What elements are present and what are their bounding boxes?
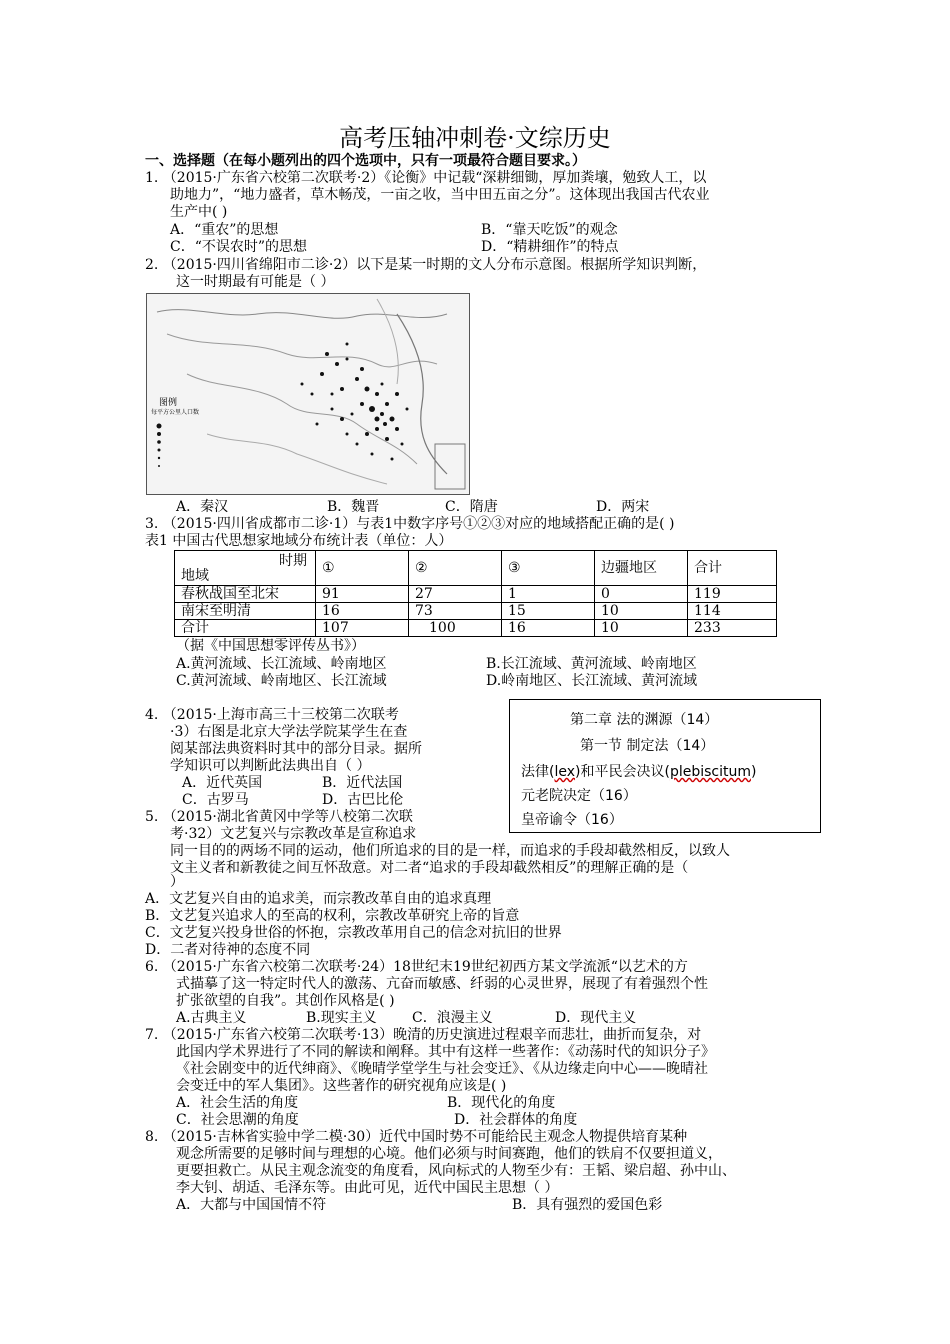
toc-term-plebiscitum: plebiscitum bbox=[669, 764, 751, 780]
q4-line: 学知识可以判断此法典出自（ ） bbox=[170, 758, 371, 774]
q2-line: 这一时期最有可能是（ ） bbox=[176, 274, 335, 290]
toc-text: ) bbox=[751, 764, 757, 780]
table-cell: 合计 bbox=[175, 620, 316, 637]
q8-line: 8. （2015·吉林省实验中学二模·30）近代中国时势不可能给民主观念人物提供培育某种 bbox=[145, 1129, 688, 1145]
q8-line: 更要担救亡。从民主观念流变的角度看，风向标式的人物至少有：王韬、梁启超、孙中山、 bbox=[176, 1163, 736, 1179]
q6-line: 扩张欲望的自我”。其创作风格是( ) bbox=[176, 993, 395, 1009]
q2-line: 2. （2015·四川省绵阳市二诊·2）以下是某一时期的文人分布示意图。根据所学知识判断， bbox=[145, 257, 707, 273]
toc-section: 第一节 制定法（14） bbox=[580, 738, 715, 754]
table-cell: 119 bbox=[688, 586, 777, 603]
q5-line: 5. （2015·湖北省黄冈中学等八校第二次联 bbox=[145, 809, 413, 825]
table-cell: 1 bbox=[502, 586, 595, 603]
table-row bbox=[175, 620, 777, 637]
q1-option-b: B．“靠天吃饭”的观念 bbox=[481, 222, 618, 238]
toc-item-senate: 元老院决定（16） bbox=[521, 788, 637, 804]
q5-line: 文主义者和新教徒之间互怀敌意。对二者“追求的手段却截然相反”的理解正确的是（ bbox=[170, 860, 689, 876]
literati-distribution-map bbox=[146, 293, 470, 495]
q3-option-c: C.黄河流域、岭南地区、长江流域 bbox=[176, 673, 387, 689]
table-corner-cell bbox=[175, 551, 316, 586]
q4-line: 阅某部法典资料时其中的部分目录。据所 bbox=[170, 741, 422, 757]
table-cell: 16 bbox=[502, 620, 595, 637]
table-cell: 春秋战国至北宋 bbox=[175, 586, 316, 603]
q5-line: 同一目的的两场不同的运动，他们所追求的目的是一样，而追求的手段却截然相反，以致人 bbox=[170, 843, 730, 859]
q4-option-b: B．近代法国 bbox=[322, 775, 403, 791]
table-header-cell: ③ bbox=[502, 551, 595, 586]
table-caption: 表1 中国古代思想家地域分布统计表（单位：人） bbox=[145, 533, 453, 549]
q5-option-a: A．文艺复兴自由的追求美，而宗教改革自由的追求真理 bbox=[145, 891, 492, 907]
table-cell: 0 bbox=[595, 586, 688, 603]
table-source: （据《中国思想零评传丛书》） bbox=[176, 638, 365, 654]
q7-line: 会变迁中的军人集团》。这些著作的研究视角应该是( ) bbox=[176, 1078, 507, 1094]
q8-line: 观念所需要的足够时间与理想的心境。他们必须与时间赛跑，他们的铁肩不仅要担道义， bbox=[176, 1146, 722, 1162]
table-row bbox=[175, 603, 777, 620]
map-graphic bbox=[147, 294, 469, 494]
q3-option-b: B.长江流域、黄河流域、岭南地区 bbox=[486, 656, 697, 672]
q4-line: 4. （2015·上海市高三十三校第二次联考 bbox=[145, 707, 399, 723]
law-code-toc-box bbox=[509, 699, 821, 833]
q4-option-c: C．古罗马 bbox=[182, 792, 249, 808]
toc-term-lex: lex bbox=[554, 764, 576, 780]
table-cell: 10 bbox=[595, 603, 688, 620]
q2-option-a: A．秦汉 bbox=[176, 499, 229, 515]
header-region: 地域 bbox=[181, 568, 209, 584]
table-cell: 114 bbox=[688, 603, 777, 620]
q5-line: 考·32）文艺复兴与宗教改革是宣称追求 bbox=[170, 826, 417, 842]
table-cell: 233 bbox=[688, 620, 777, 637]
table-cell: 107 bbox=[316, 620, 409, 637]
q1-line: 助地力”，“地力盛者，草木畅茂，一亩之收，当中田五亩之分”。这体现出我国古代农业 bbox=[170, 187, 710, 203]
q6-line: 式描摹了这一特定时代人的激荡、亢奋而敏感、纤弱的心灵世界，展现了有着强烈个性 bbox=[176, 976, 708, 992]
q2-option-b: B．魏晋 bbox=[327, 499, 380, 515]
q1-option-d: D．“精耕细作”的特点 bbox=[481, 239, 619, 255]
q7-line: 此国内学术界进行了不同的解读和阐释。其中有这样一些著作：《动荡时代的知识分子》 bbox=[176, 1044, 715, 1060]
page-title: 高考压轴冲刺卷·文综历史 bbox=[339, 124, 611, 152]
table-header-row bbox=[175, 551, 777, 586]
q2-option-c: C．隋唐 bbox=[445, 499, 498, 515]
table-header-cell: 合计 bbox=[688, 551, 777, 586]
q3-line: 3. （2015·四川省成都市二诊·1）与表1中数字序号①②③对应的地域搭配正确的是( ) bbox=[145, 516, 675, 532]
q7-option-b: B．现代化的角度 bbox=[447, 1095, 556, 1111]
q3-option-a: A.黄河流域、长江流域、岭南地区 bbox=[176, 656, 387, 672]
table-cell: 100 bbox=[409, 620, 502, 637]
thinkers-table bbox=[174, 550, 777, 637]
q5-line: ） bbox=[170, 874, 184, 890]
toc-text: 法律( bbox=[521, 764, 555, 780]
table-header-cell: ② bbox=[409, 551, 502, 586]
table-cell: 南宋至明清 bbox=[175, 603, 316, 620]
toc-item-edict: 皇帝谕令（16） bbox=[521, 812, 623, 828]
q2-option-d: D．两宋 bbox=[596, 499, 650, 515]
table-cell: 73 bbox=[409, 603, 502, 620]
q8-line: 李大钊、胡适、毛泽东等。由此可见，近代中国民主思想（ ） bbox=[176, 1180, 559, 1196]
q4-line: ·3）右图是北京大学法学院某学生在查 bbox=[170, 724, 408, 740]
table-cell: 10 bbox=[595, 620, 688, 637]
q6-option-d: D．现代主义 bbox=[555, 1010, 637, 1026]
q7-option-a: A．社会生活的角度 bbox=[176, 1095, 299, 1111]
q1-option-c: C．“不误农时”的思想 bbox=[170, 239, 308, 255]
table-cell: 16 bbox=[316, 603, 409, 620]
map-legend-subtitle: 每平方公里人口数 bbox=[151, 409, 200, 416]
toc-text: )和平民会决议( bbox=[575, 764, 670, 780]
section-heading: 一、选择题（在每小题列出的四个选项中，只有一项最符合题目要求。） bbox=[145, 153, 586, 169]
q6-option-a: A.古典主义 bbox=[176, 1010, 247, 1026]
q5-option-c: C．文艺复兴投身世俗的怀抱，宗教改革用自己的信念对抗旧的世界 bbox=[145, 925, 562, 941]
q6-option-c: C．浪漫主义 bbox=[412, 1010, 493, 1026]
toc-chapter: 第二章 法的渊源（14） bbox=[570, 712, 719, 728]
q1-option-a: A．“重农”的思想 bbox=[170, 222, 279, 238]
q3-option-d: D.岭南地区、长江流域、黄河流域 bbox=[486, 673, 698, 689]
q4-option-d: D．古巴比伦 bbox=[322, 792, 404, 808]
q7-option-c: C．社会思潮的角度 bbox=[176, 1112, 299, 1128]
q7-line: 7. （2015·广东省六校第二次联考·13）晚清的历史演进过程艰辛而悲壮，曲折而复杂，对 bbox=[145, 1027, 702, 1043]
q7-line: 《社会剧变中的近代绅商》、《晚晴学堂学生与社会变迁》、《从边缘走向中心——晚晴社 bbox=[176, 1061, 708, 1077]
map-legend-title: 图例 bbox=[159, 398, 178, 408]
q5-option-b: B．文艺复兴追求人的至高的权利，宗教改革研究上帝的旨意 bbox=[145, 908, 520, 924]
toc-item-lex bbox=[521, 761, 756, 781]
header-period: 时期 bbox=[279, 553, 307, 569]
table-header-cell: ① bbox=[316, 551, 409, 586]
q8-option-b: B．具有强烈的爱国色彩 bbox=[512, 1197, 663, 1213]
q4-option-a: A．近代英国 bbox=[182, 775, 263, 791]
table-header-cell: 边疆地区 bbox=[595, 551, 688, 586]
q6-option-b: B.现实主义 bbox=[306, 1010, 377, 1026]
table-cell: 91 bbox=[316, 586, 409, 603]
q5-option-d: D．二者对待神的态度不同 bbox=[145, 942, 311, 958]
q6-line: 6. （2015·广东省六校第二次联考·24）18世纪末19世纪初西方某文学流派“以艺术的方 bbox=[145, 959, 688, 975]
q1-line: 1. （2015·广东省六校第二次联考·2）《论衡》中记载“深耕细锄，厚加粪壤，勉致人工，以 bbox=[145, 170, 707, 186]
table-cell: 27 bbox=[409, 586, 502, 603]
table-cell: 15 bbox=[502, 603, 595, 620]
q7-option-d: D．社会群体的角度 bbox=[454, 1112, 578, 1128]
q8-option-a: A．大都与中国国情不符 bbox=[176, 1197, 327, 1213]
table-row bbox=[175, 586, 777, 603]
q1-line: 生产中( ) bbox=[170, 204, 228, 220]
